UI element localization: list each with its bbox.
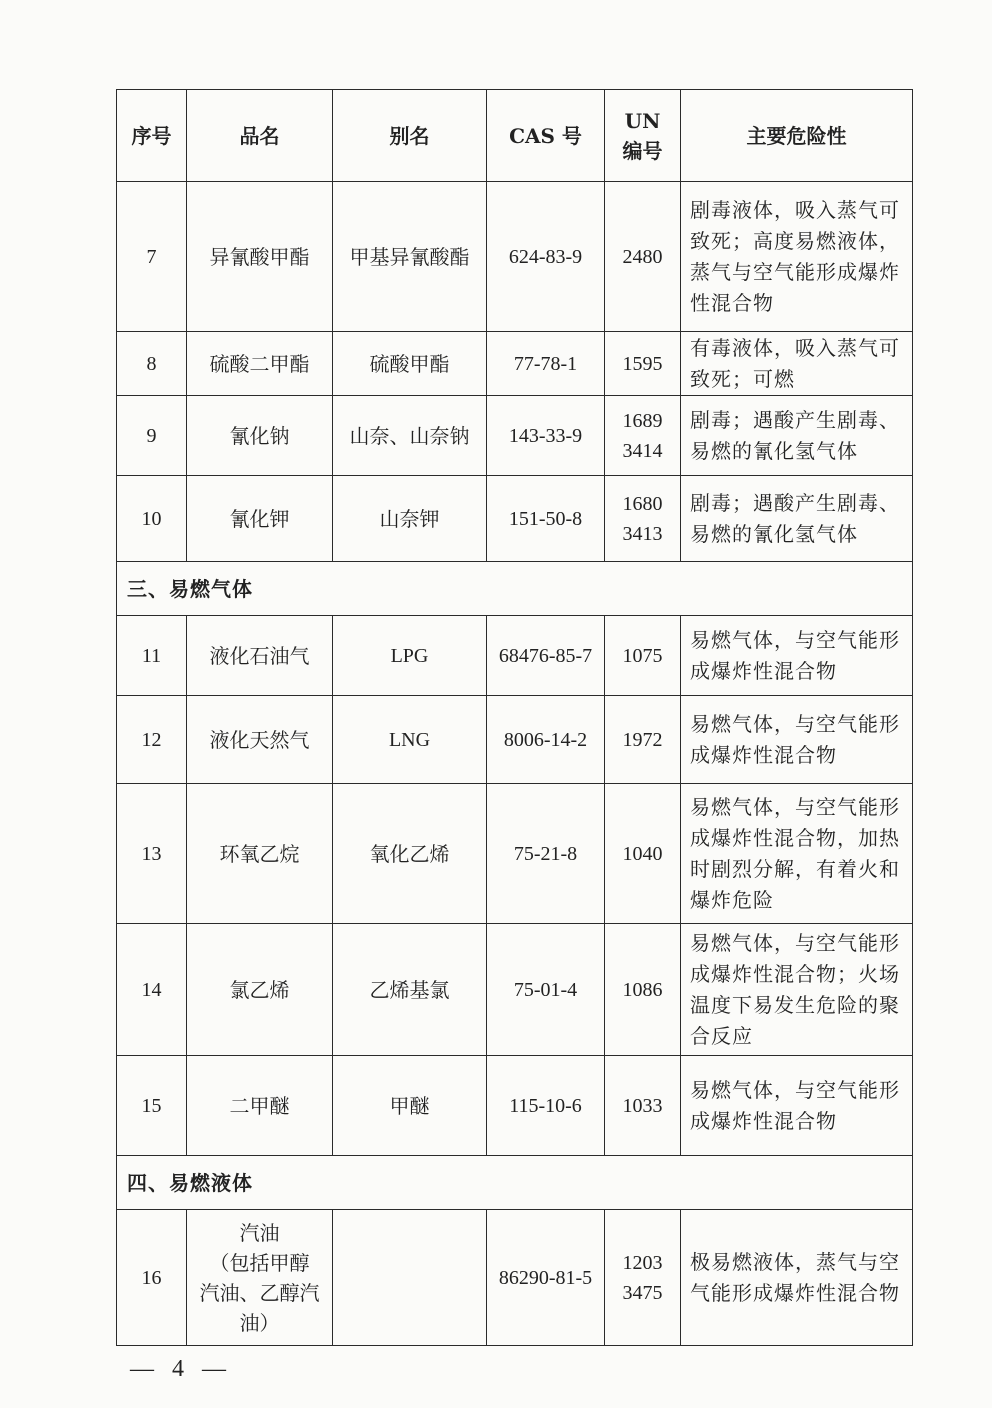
section-heading-flammable-gases: 三、易燃气体 <box>117 562 913 616</box>
header-hazard: 主要危险性 <box>681 90 913 182</box>
cell-hazard: 有毒液体，吸入蒸气可致死；可燃 <box>681 332 913 396</box>
name-line: 汽油、乙醇汽 <box>199 1280 320 1305</box>
cell-alias: 乙烯基氯 <box>333 924 487 1056</box>
cell-name: 异氰酸甲酯 <box>187 182 333 332</box>
cell-cas: 75-01-4 <box>487 924 605 1056</box>
cell-seq: 8 <box>117 332 187 396</box>
cell-name <box>187 1210 333 1346</box>
table-row <box>117 696 913 784</box>
cell-name: 氯乙烯 <box>187 924 333 1056</box>
cell-hazard: 易燃气体，与空气能形成爆炸性混合物，加热时剧烈分解，有着火和爆炸危险 <box>681 784 913 924</box>
cell-name: 氰化钠 <box>187 396 333 476</box>
cell-name: 硫酸二甲酯 <box>187 332 333 396</box>
cell-alias: 甲醚 <box>333 1056 487 1156</box>
cell-cas: 68476-85-7 <box>487 616 605 696</box>
section-heading-flammable-liquids: 四、易燃液体 <box>117 1156 913 1210</box>
cell-cas: 86290-81-5 <box>487 1210 605 1346</box>
table-row <box>117 476 913 562</box>
cell-seq: 12 <box>117 696 187 784</box>
cell-alias: 氧化乙烯 <box>333 784 487 924</box>
section-row <box>117 562 913 616</box>
table-row <box>117 332 913 396</box>
cell-un <box>605 396 681 476</box>
un-number: 1203 <box>622 1251 663 1274</box>
table-row <box>117 1056 913 1156</box>
un-number: 1086 <box>622 978 663 1001</box>
un-number: 1972 <box>622 728 663 751</box>
header-un-line-1: UN <box>624 108 661 133</box>
cell-name: 环氧乙烷 <box>187 784 333 924</box>
cell-alias <box>333 1210 487 1346</box>
cell-name: 液化石油气 <box>187 616 333 696</box>
table-row <box>117 784 913 924</box>
name-line: 汽油 <box>239 1220 280 1245</box>
cell-hazard: 易燃气体，与空气能形成爆炸性混合物 <box>681 696 913 784</box>
cell-name: 氰化钾 <box>187 476 333 562</box>
cell-alias: 山奈、山奈钠 <box>333 396 487 476</box>
cell-seq: 9 <box>117 396 187 476</box>
cell-hazard: 易燃气体，与空气能形成爆炸性混合物 <box>681 1056 913 1156</box>
cell-cas: 143-33-9 <box>487 396 605 476</box>
cell-name: 二甲醚 <box>187 1056 333 1156</box>
cell-seq: 7 <box>117 182 187 332</box>
cell-un <box>605 476 681 562</box>
header-un-line-2: 编号 <box>622 138 663 163</box>
cell-alias: LNG <box>333 696 487 784</box>
cell-cas: 624-83-9 <box>487 182 605 332</box>
cell-name: 液化天然气 <box>187 696 333 784</box>
cell-hazard: 易燃气体，与空气能形成爆炸性混合物 <box>681 616 913 696</box>
cell-hazard: 剧毒液体，吸入蒸气可致死；高度易燃液体，蒸气与空气能形成爆炸性混合物 <box>681 182 913 332</box>
cell-un <box>605 784 681 924</box>
cell-cas: 8006-14-2 <box>487 696 605 784</box>
cell-hazard: 易燃气体，与空气能形成爆炸性混合物；火场温度下易发生危险的聚合反应 <box>681 924 913 1056</box>
cell-cas: 75-21-8 <box>487 784 605 924</box>
un-number: 3414 <box>622 439 663 462</box>
hazardous-chemicals-table <box>116 89 913 1346</box>
cell-seq: 10 <box>117 476 187 562</box>
cell-un <box>605 1056 681 1156</box>
cell-seq: 13 <box>117 784 187 924</box>
header-seq: 序号 <box>117 90 187 182</box>
header-alias: 别名 <box>333 90 487 182</box>
table-row <box>117 1210 913 1346</box>
name-line: 油） <box>239 1310 280 1335</box>
header-un <box>605 90 681 182</box>
cell-alias: 山奈钾 <box>333 476 487 562</box>
section-row <box>117 1156 913 1210</box>
cell-cas: 77-78-1 <box>487 332 605 396</box>
cell-un <box>605 616 681 696</box>
un-number: 1680 <box>622 492 663 515</box>
cell-hazard: 剧毒；遇酸产生剧毒、易燃的氰化氢气体 <box>681 476 913 562</box>
cell-un <box>605 332 681 396</box>
cell-un <box>605 1210 681 1346</box>
cell-alias: 硫酸甲酯 <box>333 332 487 396</box>
cell-seq: 16 <box>117 1210 187 1346</box>
un-number: 1689 <box>622 409 663 432</box>
un-number: 3413 <box>622 522 663 545</box>
cell-hazard: 极易燃液体，蒸气与空气能形成爆炸性混合物 <box>681 1210 913 1346</box>
header-name: 品名 <box>187 90 333 182</box>
cell-alias: 甲基异氰酸酯 <box>333 182 487 332</box>
cell-seq: 11 <box>117 616 187 696</box>
cell-un <box>605 182 681 332</box>
table-row <box>117 182 913 332</box>
cell-un <box>605 696 681 784</box>
header-row <box>117 90 913 182</box>
cell-cas: 115-10-6 <box>487 1056 605 1156</box>
cell-hazard: 剧毒；遇酸产生剧毒、易燃的氰化氢气体 <box>681 396 913 476</box>
un-number: 1075 <box>622 644 663 667</box>
un-number: 1033 <box>622 1094 663 1117</box>
cell-seq: 15 <box>117 1056 187 1156</box>
un-number: 2480 <box>622 245 663 268</box>
cell-cas: 151-50-8 <box>487 476 605 562</box>
un-number: 1040 <box>622 842 663 865</box>
un-number: 3475 <box>622 1281 663 1304</box>
name-line: （包括甲醇 <box>209 1250 310 1275</box>
table-row <box>117 924 913 1056</box>
header-cas: CAS 号 <box>487 90 605 182</box>
table-row <box>117 396 913 476</box>
cell-seq: 14 <box>117 924 187 1056</box>
un-number: 1595 <box>622 352 663 375</box>
table-row <box>117 616 913 696</box>
cell-alias: LPG <box>333 616 487 696</box>
cell-un <box>605 924 681 1056</box>
page-number: — 4 — <box>130 1356 232 1382</box>
